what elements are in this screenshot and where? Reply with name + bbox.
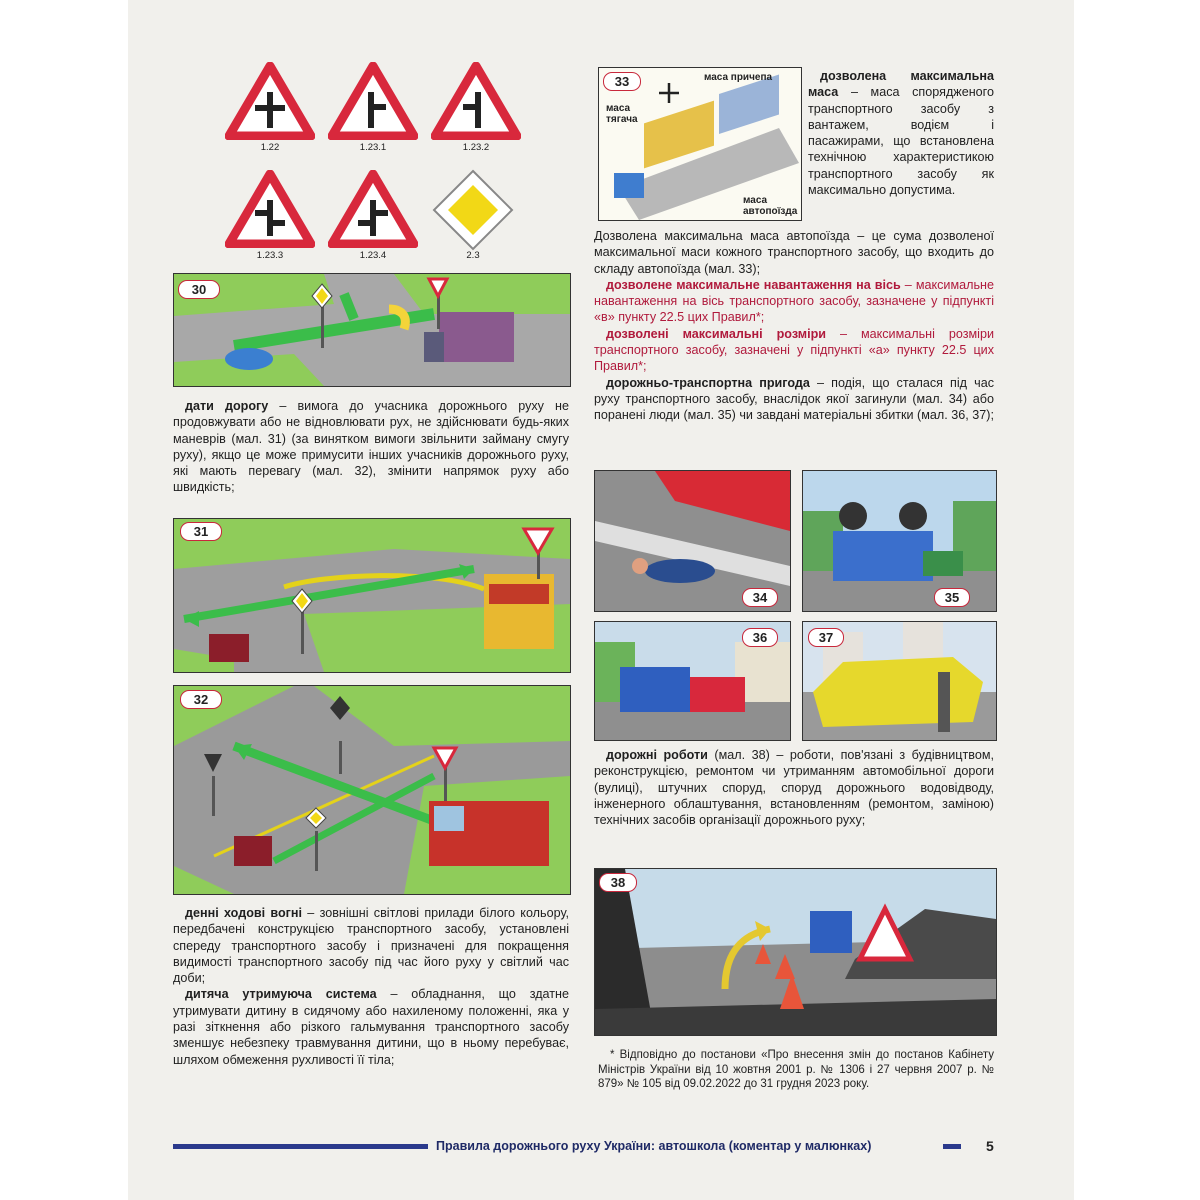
figure-30-image	[173, 273, 571, 387]
definition-text: – максимальні розміри транспортного засобу, зазначені у підпункті «а» пункту 22.5 цих Правил*;	[594, 326, 995, 374]
staggered-junction-sign-icon	[328, 170, 418, 248]
give-way-definition	[173, 398, 569, 496]
term-child-restraint: дитяча утримуюча система	[185, 987, 377, 1002]
figure-35-number: 35	[934, 588, 970, 607]
footer-rule-left	[173, 1144, 428, 1149]
priority-road-sign-icon	[431, 168, 515, 252]
figure-31-number: 31	[180, 522, 222, 541]
term-max-mass: дозволена максимальна маса	[808, 69, 994, 100]
definition-text: – подія, що сталася під час руху транспортного засобу, внаслідок якої загинули (мал. 34) або поранені люди (мал. 35) чи завдані матеріальні збитки (мал. 36, 37);	[594, 375, 994, 423]
figure-37-number: 37	[808, 628, 844, 647]
trailer-mass-label: маса причепа	[703, 72, 773, 83]
max-mass-definition	[808, 68, 994, 198]
warning-signs-group	[223, 60, 523, 270]
sign-code-label: 1.22	[260, 142, 280, 153]
max-mass-train-definition	[594, 228, 994, 424]
figure-34-number: 34	[742, 588, 778, 607]
term-max-dimensions: дозволені максимальні розміри	[606, 326, 827, 341]
sign-code-label: 2.3	[466, 250, 480, 261]
term-daytime-running-lights: денні ходові вогні	[185, 906, 303, 920]
term-give-way: дати дорогу	[185, 399, 269, 413]
footnote	[598, 1048, 994, 1092]
staggered-junction-sign-icon	[225, 170, 315, 248]
term-axle-load: дозволене максимальне навантаження на вісь	[606, 277, 901, 292]
definition-text: – маса спорядженого транспортного засобу з вантажем, водієм і пасажирами, що встановлена технічною характеристикою транспортного засобу як максимально допустима.	[808, 85, 994, 198]
definition-text: – вимога до учасника дорожнього руху не продовжувати або не відновлювати рух, не здійснювати будь-яких маневрів (мал. 31) (за винятком вимоги звільнити займану смугу руху), якщо це може примусити інших учасників дорожнього руху, які мають перевагу (мал. 32), змінити напрямок руху або швидкість;	[173, 399, 569, 495]
figure-33-number: 33	[603, 72, 641, 91]
footer-title: Правила дорожнього руху України: автошкола (коментар у малюнках)	[436, 1139, 872, 1153]
crossroads-sign-icon	[225, 62, 315, 140]
tractor-mass-label: маса тягача	[606, 103, 638, 125]
train-mass-label: маса автопоїзда	[743, 195, 798, 217]
side-road-left-sign-icon	[431, 62, 521, 140]
figure-38-image	[594, 868, 997, 1036]
definition-text: Дозволена максимальна маса автопоїзда – це сума дозволеної максимальної маси кожного транспортного засобу, що входить до складу автопоїзда (мал. 33);	[594, 229, 994, 276]
sign-code-label: 1.23.3	[256, 250, 284, 261]
figure-30-number: 30	[178, 280, 220, 299]
side-road-right-sign-icon	[328, 62, 418, 140]
sign-code-label: 1.23.1	[359, 142, 387, 153]
footer-rule-right	[943, 1144, 961, 1149]
drl-definition	[173, 905, 569, 1068]
definition-text: – максимальне навантаження на вісь транспортного засобу, зазначене у підпункті «в» пункту 22.5 цих Правил*;	[594, 277, 994, 325]
sign-code-label: 1.23.2	[462, 142, 490, 153]
definition-text: – зовнішні світлові прилади білого кольору, передбачені конструкцією транспортного засобу, установлені спереду транспортного засобу і призначені для покращення видимості транспортного засобу під час його руху у світлий час доби;	[173, 906, 569, 986]
footnote-text: * Відповідно до постанови «Про внесення змін до постанов Кабінету Міністрів України від 10 жовтня 2001 р. № 1306 і 27 червня 2007 р. № 879» № 105 від 09.02.2022 до 31 грудня 2023 року.	[598, 1049, 994, 1090]
figure-32-number: 32	[180, 690, 222, 709]
figure-31-image	[173, 518, 571, 673]
definition-text: (мал. 38) – роботи, пов'язані з будівництвом, реконструкцією, ремонтом чи утриманням автомобільної дороги (вулиці), штучних споруд, споруд дорожнього водовідводу, інженерного облаштування, встановленням (ремонтом, заміною) технічних засобів організації дорожнього руху;	[594, 748, 994, 828]
definition-text: – обладнання, що здатне утримувати дитину в сидячому або нахиленому положенні, яка у разі зіткнення або різкого гальмування транспортного засобу зменшує небезпеку травмування дитини, що в ньому перебуває, шляхом обмеження рухливості її тіла;	[173, 987, 569, 1067]
term-roadworks: дорожні роботи	[606, 748, 708, 762]
roadworks-definition	[594, 747, 994, 828]
page-number: 5	[986, 1138, 994, 1154]
figure-32-image	[173, 685, 571, 895]
figure-36-number: 36	[742, 628, 778, 647]
figure-38-number: 38	[599, 873, 637, 892]
sign-code-label: 1.23.4	[359, 250, 387, 261]
term-road-accident: дорожньо-транспортна пригода	[606, 375, 810, 390]
book-page	[128, 0, 1074, 1200]
